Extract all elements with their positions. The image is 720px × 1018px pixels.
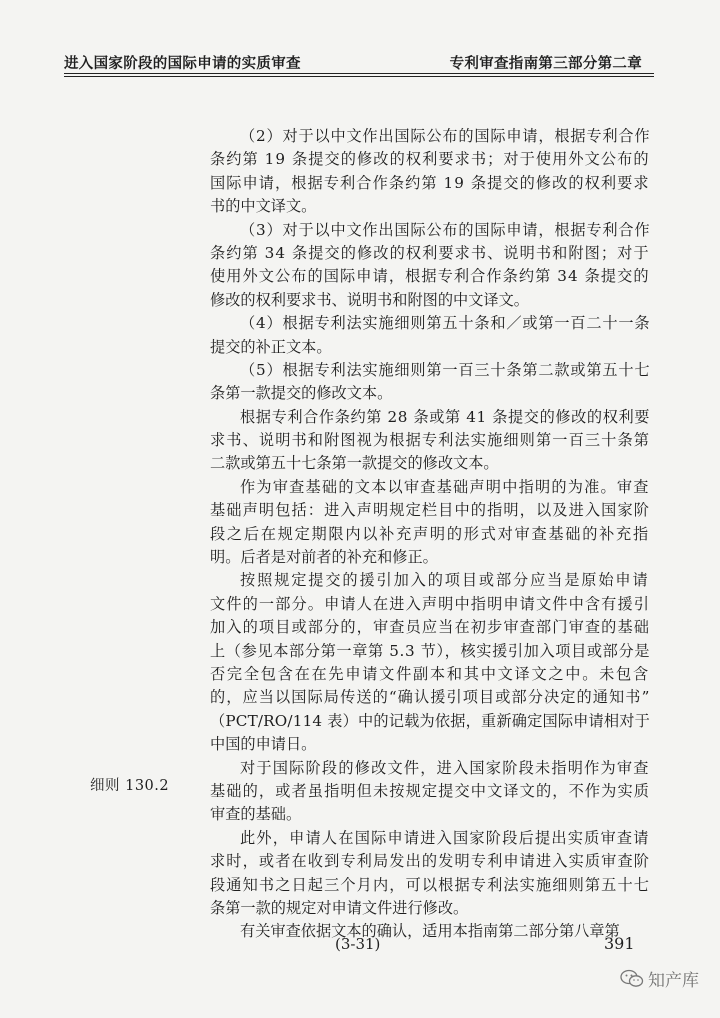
text-line: 段通知书之日起三个月内，可以根据专利法实施细则第五十七 [210, 875, 650, 894]
text-line: （5）根据专利法实施细则第一百三十条第二款或第五十七 [240, 360, 650, 379]
text-line: 修改的权利要求书、说明书和附图的中文译文。 [210, 290, 529, 309]
text-line: 有关审查依据文本的确认，适用本指南第二部分第八章第 [240, 922, 620, 941]
header-chapter-title: 进入国家阶段的国际申请的实质审查 [64, 56, 301, 72]
text-line: 基础声明包括：进入声明规定栏目中的指明，以及进入国家阶 [210, 501, 650, 520]
text-line: （3）对于以中文作出国际公布的国际申请，根据专利合作 [240, 220, 650, 239]
text-line: 条约第 19 条提交的修改的权利要求书；对于使用外文公布的 [210, 150, 650, 169]
text-line: （2）对于以中文作出国际公布的国际申请，根据专利合作 [240, 127, 650, 145]
body-text [210, 125, 650, 944]
paragraph [210, 569, 650, 756]
paragraph [210, 757, 650, 827]
text-line: 基础的，或者虽指明但未按规定提交中文译文的，不作为实质 [210, 781, 650, 800]
text-line: 条第一款提交的修改文本。 [210, 384, 393, 403]
text-line: （4）根据专利法实施细则第五十条和／或第一百二十一条 [240, 314, 650, 333]
paragraph [210, 920, 650, 943]
margin-note-rule: 细则 130.2 [90, 778, 170, 794]
text-line: 二款或第五十七条第一款提交的修改文本。 [210, 454, 499, 473]
text-line: 求书、说明书和附图视为根据专利法实施细则第一百三十条第 [210, 431, 650, 450]
text-line: 书的中文译文。 [210, 197, 317, 216]
header-rule-top [64, 73, 654, 74]
paragraph [210, 312, 650, 359]
paragraph [210, 125, 650, 219]
text-line: 使用外文公布的国际申请，根据专利合作条约第 34 条提交的 [210, 267, 650, 286]
text-line: 提交的补正文本。 [210, 337, 332, 356]
paragraph [210, 406, 650, 476]
text-line: 审查的基础。 [210, 805, 302, 824]
text-line: 按照规定提交的援引加入的项目或部分应当是原始申请 [240, 571, 650, 590]
text-line: 中国的申请日。 [210, 735, 317, 754]
watermark [620, 966, 699, 991]
header-rule-bottom [64, 76, 654, 77]
footer-section-number: (3-31) [335, 935, 381, 953]
header-guide-section: 专利审查指南第三部分第二章 [449, 56, 642, 72]
text-line: 此外，申请人在国际申请进入国家阶段后提出实质审查请 [240, 828, 650, 847]
text-line: 国际申请，根据专利合作条约第 19 条提交的修改的权利要求 [210, 173, 650, 192]
text-line: 文件的一部分。申请人在进入声明中指明申请文件中含有援引 [210, 594, 650, 613]
text-line: 的，应当以国际局传送的“确认援引项目或部分决定的通知书” [210, 688, 650, 707]
watermark-text: 知产库 [648, 971, 699, 991]
wechat-icon [620, 969, 644, 989]
text-line: 条约第 34 条提交的修改的权利要求书、说明书和附图；对于 [210, 243, 650, 262]
text-line: （PCT/RO/114 表）中的记载为依据，重新确定国际申请相对于 [210, 711, 650, 730]
text-line: 条第一款的规定对申请文件进行修改。 [210, 898, 469, 917]
text-line: 对于国际阶段的修改文件，进入国家阶段未指明作为审查 [240, 758, 650, 777]
text-line: 求时，或者在收到专利局发出的发明专利申请进入实质审查阶 [210, 852, 650, 871]
text-line: 明。后者是对前者的补充和修正。 [210, 548, 438, 567]
page-header [0, 0, 720, 84]
paragraph [210, 476, 650, 570]
paragraph [210, 827, 650, 921]
footer-page-number: 391 [604, 934, 635, 953]
text-line: 段之后在规定期限内以补充声明的形式对审查基础的补充指 [210, 524, 650, 543]
text-line: 加入的项目或部分的，审查员应当在初步审查部门审查的基础 [210, 618, 650, 637]
text-line: 根据专利合作条约第 28 条或第 41 条提交的修改的权利要 [240, 407, 650, 426]
text-line: 作为审查基础的文本以审查基础声明中指明的为准。审查 [240, 477, 650, 496]
paragraph [210, 359, 650, 406]
paragraph [210, 219, 650, 313]
text-line: 否完全包含在在先申请文件副本和其中文译文之中。未包含 [210, 664, 650, 683]
text-line: 上（参见本部分第一章第 5.3 节），核实援引加入项目或部分是 [210, 641, 650, 660]
